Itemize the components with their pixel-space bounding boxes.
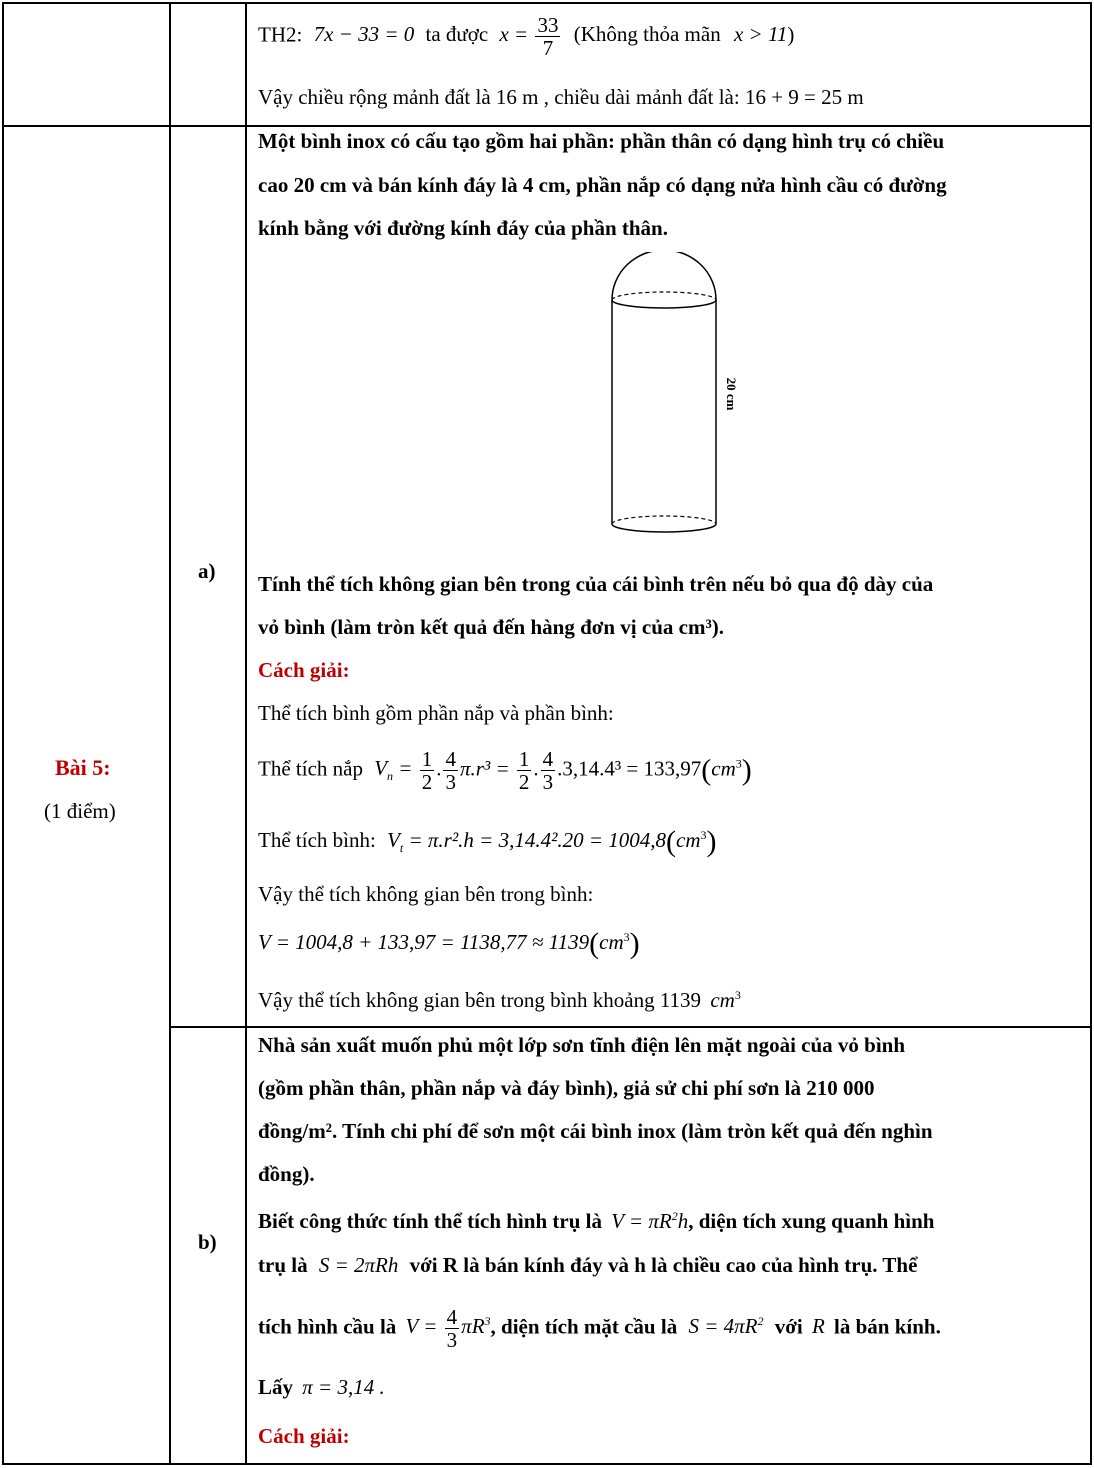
half-den-2: 2 <box>518 770 530 795</box>
width-conclusion: Vậy chiều rộng mảnh đất là 16 m , chiều dài mảnh đất là: 16 + 9 = 25 m <box>258 85 864 109</box>
table-right-border <box>1090 2 1092 1465</box>
th2-note-open: (Không thỏa mãn <box>573 22 721 47</box>
lid-unit-open: ( <box>701 753 712 787</box>
part-b-question-line-1: Nhà sản xuất muốn phủ một lớp sơn tĩnh điện lên mặt ngoài của vỏ bình <box>258 1033 906 1057</box>
formula-line-3 <box>258 1306 941 1351</box>
lid-formula-values: .3,14.4³ = 133,97 <box>557 756 702 781</box>
th2-numerator: 33 <box>537 13 559 37</box>
part-a-solution-heading: Cách giải: <box>258 658 350 682</box>
bottom-ellipse-front <box>612 524 716 532</box>
sphere-den: 3 <box>446 1328 458 1353</box>
th2-note-condition: x > 11 <box>733 22 788 47</box>
th2-x: x = <box>499 22 529 47</box>
th2-fraction <box>535 14 560 59</box>
lid-volume-prefix: Thể tích nắp <box>258 756 363 781</box>
four-num-2: 4 <box>542 747 554 771</box>
body-volume-prefix: Thể tích bình: <box>258 828 376 852</box>
formula-line-4 <box>258 1377 385 1398</box>
formula-line-1-a: Biết công thức tính thể tích hình trụ là <box>258 1209 602 1233</box>
row-divider-ab <box>169 1026 1092 1028</box>
cylinder-figure <box>572 252 762 552</box>
part-a-question-line-1: Tính thể tích không gian bên trong của cái bình trên nếu bỏ qua độ dày của <box>258 572 934 596</box>
formula-line-1 <box>258 1211 934 1232</box>
formula-line-3-b: , diện tích mặt cầu là <box>490 1314 678 1339</box>
total-unit: cm <box>599 930 624 954</box>
problem-label: Bài 5: <box>55 755 111 780</box>
lid-volume-symbol: $V_n$ = <box>374 756 413 784</box>
cylinder-volume-formula: $V = \pi R^2h$ <box>611 1209 689 1233</box>
lid-four-thirds-fraction-2 <box>541 748 556 793</box>
body-volume-line <box>258 825 717 859</box>
table-bottom-border <box>2 1463 1092 1465</box>
lid-unit-close: ) <box>741 753 752 787</box>
three-den: 3 <box>445 770 456 795</box>
lid-volume-line: Thể tích nắp $V_n$ = $\frac{1}{2}$ . $\frac{4}{3}$ π.r³ = $\frac{1}{2}$ . $\frac{4}{3}$ $.3,14.4^3 = 133,97(cm^3)$ <box>258 747 752 795</box>
formula-line-4-a: Lấy <box>258 1375 294 1399</box>
problem-intro-line-1: Một bình inox có cấu tạo gồm hai phần: phần thân có dạng hình trụ có chiều <box>258 129 945 153</box>
th2-note-close: ) <box>787 22 795 47</box>
lid-unit: cm <box>711 756 736 781</box>
row-divider-top <box>2 125 1092 127</box>
lid-four-thirds-fraction <box>443 748 458 793</box>
half-num: 1 <box>421 747 433 771</box>
pi-value: π = 3,14 . <box>302 1375 385 1399</box>
problem-intro-line-3: kính bằng với đường kính đáy của phần thân. <box>258 216 668 240</box>
part-a-question-line-2: vỏ bình (làm tròn kết quả đến hàng đơn vị của cm³). <box>258 615 724 639</box>
part-a-step1: Thể tích bình gồm phần nắp và phần bình: <box>258 701 614 725</box>
total-unit-close: ) <box>629 927 640 961</box>
part-a-conclusion-line <box>258 990 741 1011</box>
bottom-ellipse-back <box>612 516 716 524</box>
part-a-label: a) <box>198 559 216 583</box>
part-b-solution-heading: Cách giải: <box>258 1424 350 1448</box>
column-divider-2 <box>245 2 247 1465</box>
sphere-volume-formula: V = $\frac{4}{3}$ $\pi R^3$ <box>405 1305 491 1353</box>
body-volume-formula: = π.r².h = 3,14.4².20 = 1004,8 <box>408 828 667 852</box>
body-volume-symbol: $V_t$ <box>387 828 404 856</box>
th2-line <box>258 14 794 59</box>
th2-denominator: 7 <box>542 36 554 61</box>
part-a-step-total: Vậy thể tích không gian bên trong bình: <box>258 882 594 906</box>
lid-unit-exp: 3 <box>735 756 742 771</box>
total-unit-open: ( <box>589 927 600 961</box>
sphere-fraction <box>445 1306 460 1351</box>
total-volume-line <box>258 927 640 961</box>
lid-formula-tail: π.r³ = <box>459 756 510 781</box>
lateral-area-formula: S = 2πRh <box>318 1253 399 1277</box>
three-den-2: 3 <box>542 770 554 795</box>
lid-half-fraction <box>420 748 435 793</box>
th2-mid-text: ta được <box>425 22 489 47</box>
problem-points: (1 điểm) <box>44 799 116 823</box>
part-b-question-line-4: đồng). <box>258 1162 315 1186</box>
column-divider-1 <box>169 2 171 1465</box>
half-den: 2 <box>421 770 433 795</box>
total-unit-exp: 3 <box>623 930 630 944</box>
conclusion-unit-exp: 3 <box>734 988 741 1002</box>
body-unit-close: ) <box>706 825 717 859</box>
radius-symbol: R <box>811 1314 825 1339</box>
lid-half-fraction-2 <box>517 748 532 793</box>
part-b-question-line-3: đồng/m². Tính chi phí để sơn một cái bình inox (làm tròn kết quả đến nghìn <box>258 1119 933 1143</box>
formula-line-3-c: với <box>774 1314 803 1339</box>
body-unit-open: ( <box>666 825 677 859</box>
height-label: 20 cm <box>724 377 739 411</box>
four-num: 4 <box>445 747 456 771</box>
formula-line-3-a: tích hình cầu là <box>258 1314 397 1339</box>
formula-line-3-d: là bán kính. <box>834 1314 941 1339</box>
hemisphere-lid <box>612 252 716 300</box>
sphere-num: 4 <box>446 1305 458 1329</box>
body-unit-exp: 3 <box>700 828 707 842</box>
part-b-label: b) <box>198 1230 217 1254</box>
body-unit: cm <box>676 828 701 852</box>
total-volume-formula: V = 1004,8 + 133,97 = 1138,77 ≈ 1139 <box>258 930 590 954</box>
table-top-border <box>2 2 1092 4</box>
part-a-conclusion: Vậy thể tích không gian bên trong bình khoảng 1139 <box>258 988 702 1012</box>
conclusion-unit: cm <box>710 988 735 1012</box>
formula-line-2-a: trụ là <box>258 1253 308 1277</box>
top-ellipse-back <box>612 292 716 300</box>
sphere-area-formula: $S = 4\pi R^2$ <box>688 1314 764 1339</box>
problem-intro-line-2: cao 20 cm và bán kính đáy là 4 cm, phần nắp có dạng nửa hình cầu có đường <box>258 173 947 197</box>
top-ellipse-front <box>612 300 716 308</box>
half-num-2: 1 <box>518 747 530 771</box>
formula-line-1-b: , diện tích xung quanh hình <box>688 1209 935 1233</box>
th2-label: TH2: <box>258 22 303 47</box>
part-b-question-line-2: (gồm phần thân, phần nắp và đáy bình), giả sử chi phí sơn là 210 000 <box>258 1076 875 1100</box>
th2-equation: 7x − 33 = 0 <box>313 22 415 47</box>
formula-line-2-b: với R là bán kính đáy và h là chiều cao của hình trụ. Thể <box>409 1253 918 1277</box>
formula-line-2 <box>258 1255 917 1276</box>
table-left-border <box>2 2 4 1465</box>
